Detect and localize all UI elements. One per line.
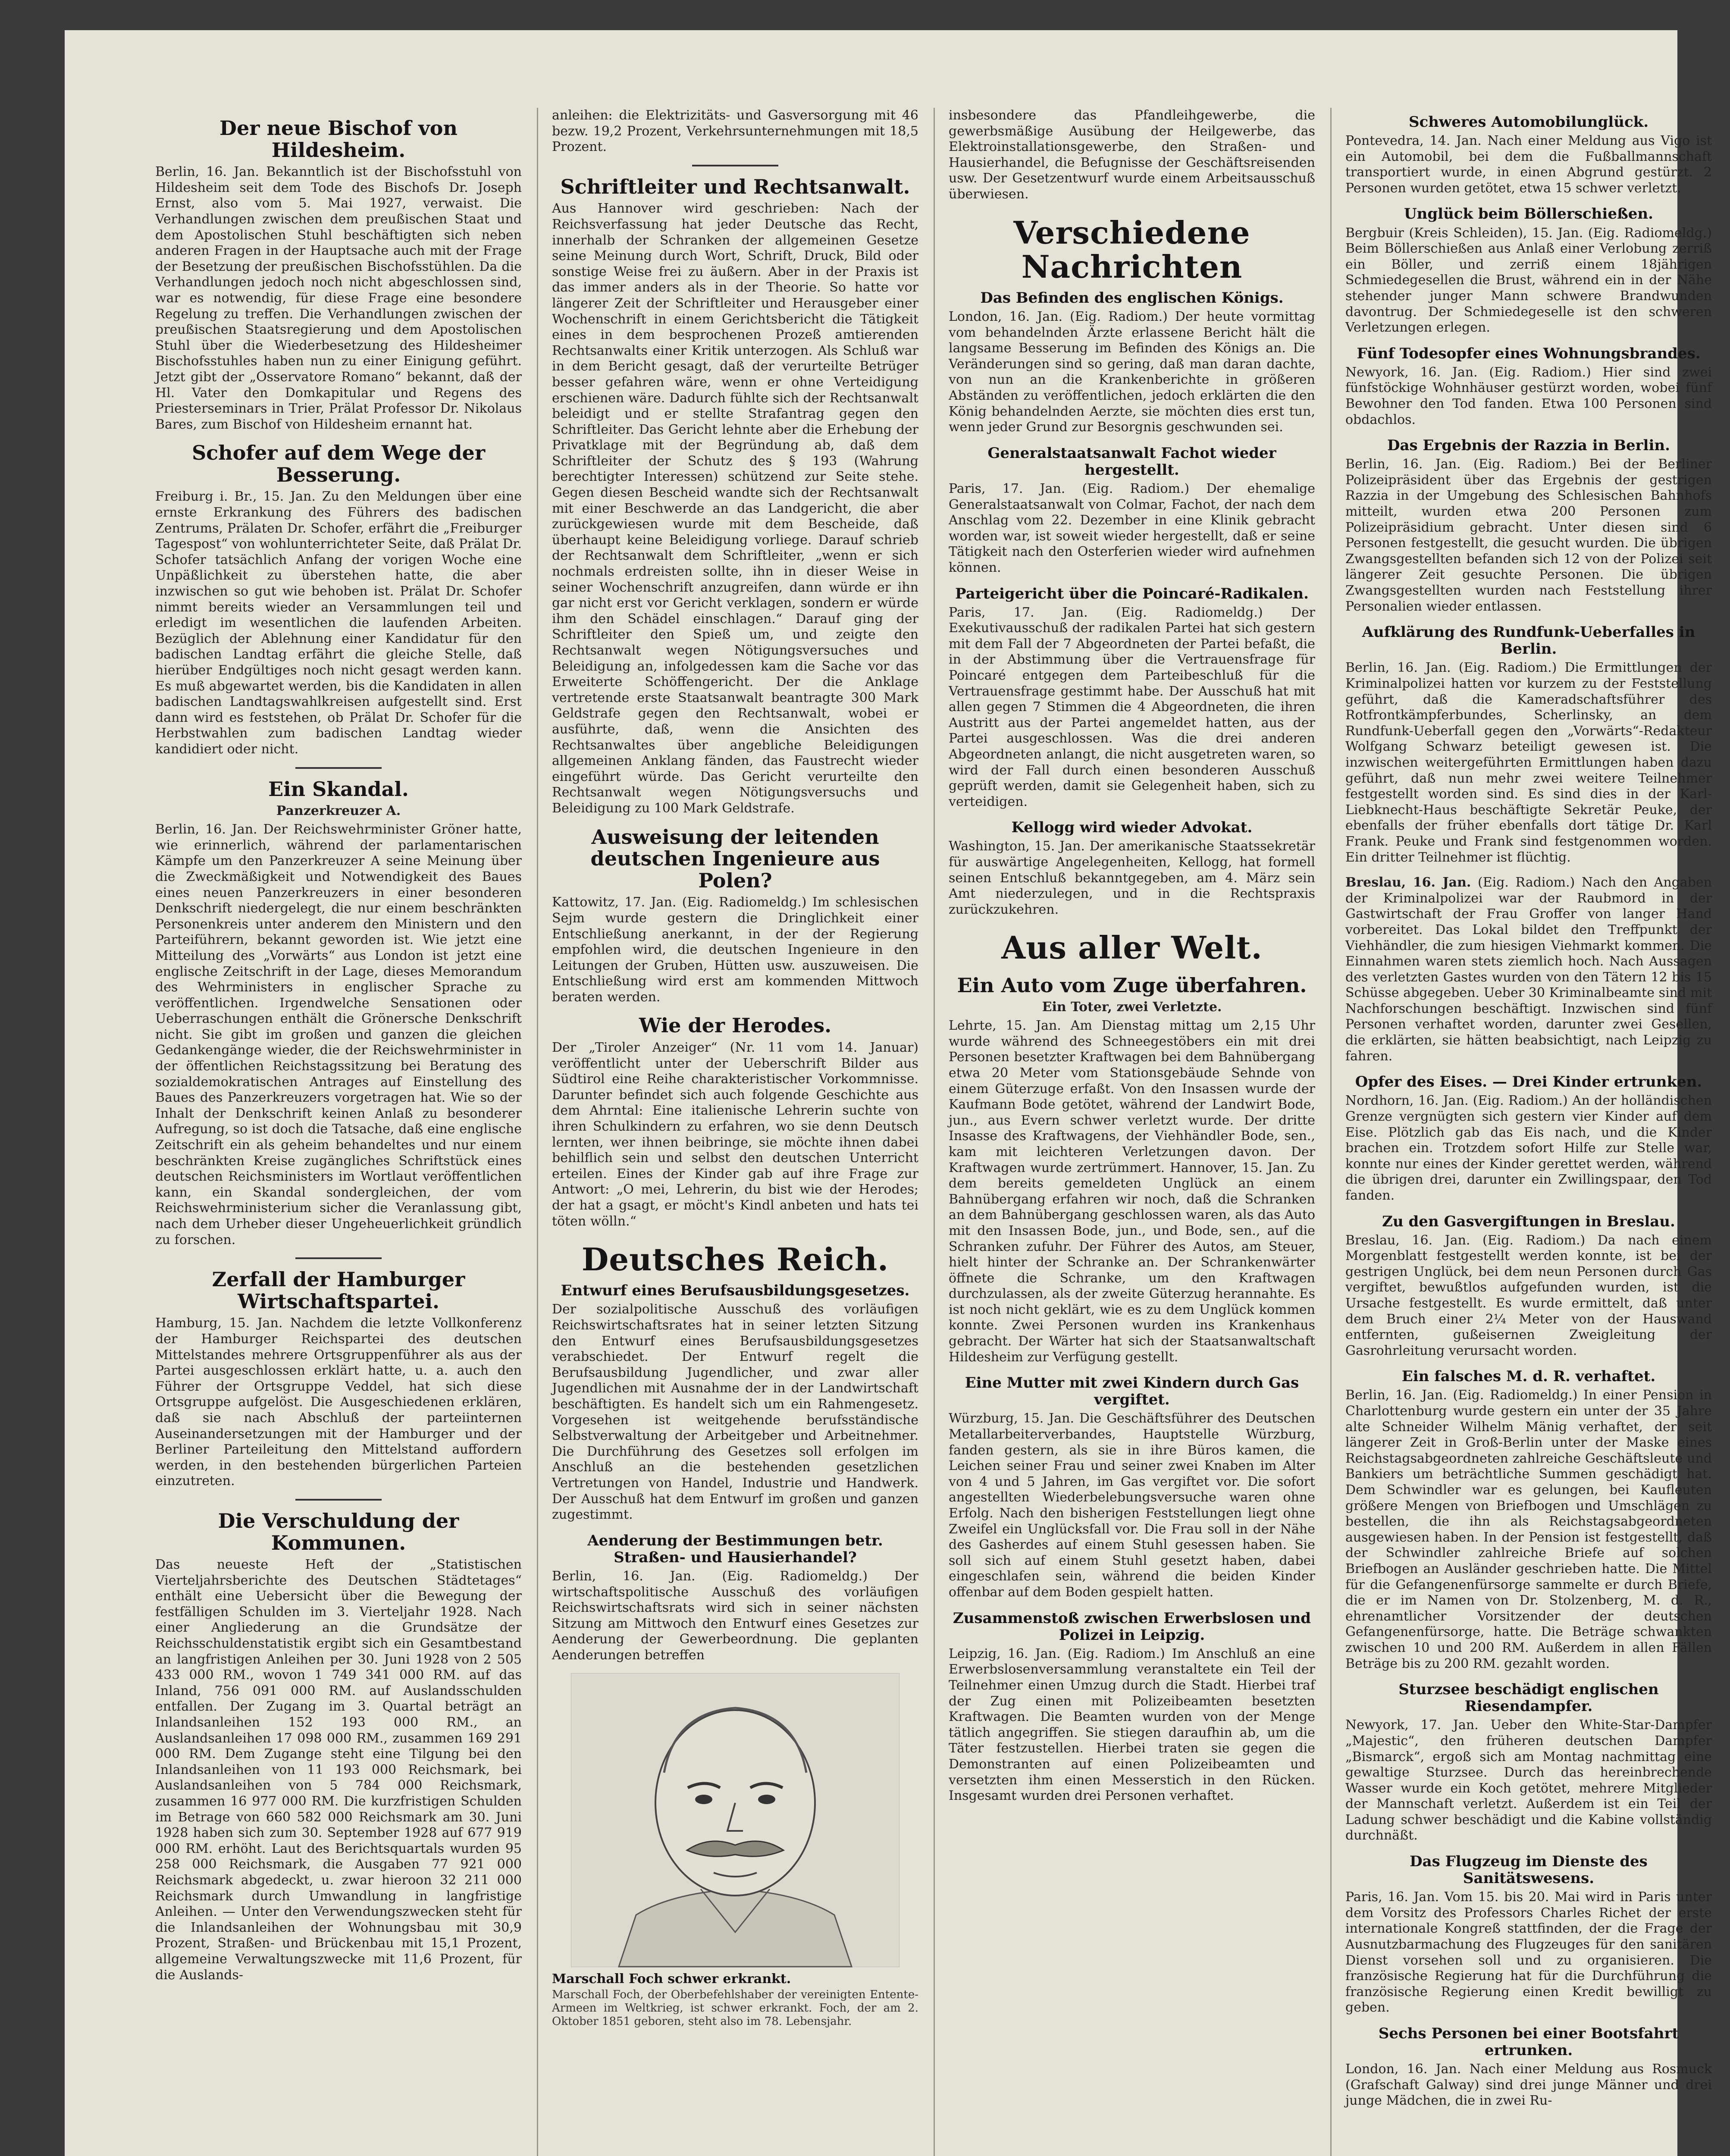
column-rule — [934, 108, 935, 2156]
article-boellerschiessen — [1345, 206, 1712, 335]
headline: Schriftleiter und Rechtsanwalt. — [560, 175, 910, 198]
divider — [295, 767, 382, 769]
article-skandal — [155, 778, 522, 1248]
article-body: anleihen: die Elektrizitäts- und Gasversorgung mit 46 bezw. 19,2 Prozent, Verkehrsunternehmungen mit 18,5 Prozent. — [552, 108, 918, 155]
article-falscher-mdr — [1345, 1368, 1712, 1672]
article-gasvergiftung — [949, 1375, 1315, 1600]
headline: Das Befinden des englischen Königs. — [980, 289, 1284, 307]
headline: Sturzsee beschädigt englischen Riesendampfer. — [1398, 1681, 1659, 1715]
article-berufsausbildung — [552, 1282, 918, 1523]
article-body: Washington, 15. Jan. Der amerikanische Staatssekretär für auswärtige Angelegenheiten, Kellogg, hat formell seinen Entschluß bekanntgegeben, am 4. März sein Amt niederzulegen, und in die Rechtspraxis zurückzukehren. — [949, 839, 1315, 917]
headline: Zu den Gasvergiftungen in Breslau. — [1382, 1213, 1675, 1230]
section-title: Deutsches Reich. — [581, 1241, 889, 1278]
headline: Ausweisung der leitenden deutschen Ingenieure aus Polen? — [590, 825, 880, 892]
article-verschuldung — [155, 1510, 522, 1983]
article-hausierhandel-cont — [949, 108, 1315, 203]
article-body: Nordhorn, 16. Jan. (Eig. Radiom.) An der holländischen Grenze vergnügten sich gestern vier Kinder auf dem Eise. Plötzlich gab das Eis nach, und die Kinder brachen ein. Trotzdem sofort Hilfe zur Stelle war, konnte nur eines der Kinder gerettet werden, während die übrigen drei, darunter ein Zwillingspaar, den Tod fanden. — [1345, 1093, 1712, 1203]
article-body: Berlin, 16. Jan. Der Reichswehrminister Gröner hatte, wie erinnerlich, während der parlamentarischen Kämpfe um den Panzerkreuzer A seine Meinung über die Zweckmäßigkeit und Notwendigkeit des Baues eines neuen Panzerkreuzers in einer besonderen Denkschrift niedergelegt, die nur einem beschränkten Personenkreis unter anderem den Ministern und den Parteiführern, bekannt geworden ist. Wie jetzt eine Mitteilung des „Vorwärts“ aus London ist jetzt eine englische Zeitschrift in der Lage, dieses Memorandum des Wehrministers in englischer Sprache zu veröffentlichen. Irgendwelche Sensationen oder Ueberraschungen enthält die Grönersche Denkschrift nicht. Sie gibt im großen und ganzen die gleichen Gedankengänge wieder, die der Reichswehrminister in der öffentlichen Reichstagssitzung bei Beratung des sozialdemokratischen Antrages auf Einstellung des Baues des Panzerkreuzers vorgetragen hat. Wie so der Inhalt der Denkschrift keinen Anlaß zu besonderer Aufregung, so ist doch die Tatsache, daß eine englische Zeitschrift ein als geheim behandeltes und nur einem beschränkten Kreise zugängliches Schriftstück eines deutschen Reichsministers im Wortlaut veröffentlichen kann, ein Skandal sondergleichen, der vom Reichswehrministerium sicher die Veranlassung gibt, nach dem Urheber dieser Ungeheuerlichkeit gründlich zu forschen. — [155, 822, 522, 1247]
article-body: Aus Hannover wird geschrieben: Nach der Reichsverfassung hat jeder Deutsche das Recht, innerhalb der Schranken der allgemeinen Gesetze seine Meinung durch Wort, Schrift, Druck, Bild oder sonstige Weise frei zu äußern. Aber in der Praxis ist das immer anders als in der Theorie. So hatte vor längerer Zeit der Schriftleiter und Herausgeber einer Wochenschrift in einem Gerichtsbericht die Tätigkeit eines in dem besprochenen Prozeß amtierenden Rechtsanwalts einer Kritik unterzogen. Als Schluß war in dem Bericht gesagt, daß der verurteilte Betrüger besser gefahren wäre, wenn er ohne Verteidigung erschienen wäre. Dadurch fühlte sich der Rechtsanwalt beleidigt und er stellte Strafantrag gegen den Schriftleiter. Das Gericht lehnte aber die Erhebung der Privatklage mit der Begründung ab, daß dem Schriftleiter der Schutz des § 193 (Wahrung berechtigter Interessen) schützend zur Seite stehe. Gegen diesen Bescheid wandte sich der Rechtsanwalt mit einer Beschwerde an das Landgericht, die aber zurückgewiesen wurde mit dem Bescheide, daß überhaupt keine Beleidigung vorliege. Darauf schrieb der Rechtsanwalt dem Schriftleiter, „wenn er sich nochmals erdreisten sollte, ihn in dieser Weise in seiner Wochenschrift anzugreifen, dann würde er ihn gar nicht erst vor Gericht verklagen, sondern er würde ihm den Schädel einschlagen.“ Darauf ging der Schriftleiter den Spieß um, und zeigte den Rechtsanwalt wegen Nötigungsversuches und Beleidigung an, infolgedessen kam die Sache vor das Erweiterte Schöffengericht. Der die Anklage vertretende erste Staatsanwalt beantragte 300 Mark Geldstrafe gegen den Rechtsanwalt, wobei er ausführte, daß, wenn die Ansichten des Rechtsanwaltes über angebliche Beleidigungen allgemeinen Anklang fänden, das Faustrecht wieder eingeführt würde. Das Gericht verurteilte den Rechtsanwalt wegen Nötigungsversuchs und Beleidigung zu 100 Mark Geldstrafe. — [552, 201, 918, 816]
page-content — [155, 108, 1721, 2156]
article-schriftleiter — [552, 176, 918, 817]
headline: Schweres Automobilunglück. — [1408, 113, 1649, 131]
headline: Kellogg wird wieder Advokat. — [1011, 819, 1253, 837]
article-ausweisung — [552, 826, 918, 1006]
headline: Ein falsches M. d. R. verhaftet. — [1401, 1368, 1656, 1385]
article-verschuldung-cont — [552, 108, 918, 155]
subheadline: Ein Toter, zwei Verletzte. — [1042, 1000, 1222, 1015]
article-body: Kattowitz, 17. Jan. (Eig. Radiomeldg.) Im schlesischen Sejm wurde gestern die Dringlichkeit einer Entschließung anerkannt, in der der Regierung empfohlen wird, die deutschen Ingenieure in den Leitungen der Gruben, Hütten usw. auszuweisen. Die Entschließung wird erst am kommenden Mittwoch beraten werden. — [552, 895, 918, 1005]
article-herodes — [552, 1015, 918, 1229]
article-body — [1345, 875, 1712, 1064]
column-2 — [552, 108, 918, 2156]
article-schofer — [155, 442, 522, 757]
article-body: Hamburg, 15. Jan. Nachdem die letzte Vollkonferenz der Hamburger Reichspartei des deutschen Mittelstandes mehrere Ortsgruppenführer als aus der Partei ausgeschlossen erklärt hatte, u. a. auch den Führer der Ortsgruppe Veddel, hat sich diese Ortsgruppe aufgelöst. Die Ausgeschiedenen erklären, daß sie nach Abschluß der parteiinternen Auseinandersetzungen mit der Hamburger und der Berliner Parteileitung den Mittelstand auffordern werden, in den bestehenden bürgerlichen Parteien einzutreten. — [155, 1316, 522, 1489]
article-eis — [1345, 1074, 1712, 1203]
headline: Zusammenstoß zwischen Erwerbslosen und Polizei in Leipzig. — [953, 1609, 1311, 1644]
headline: Aenderung der Bestimmungen betr. Straßen- und Hausierhandel? — [587, 1532, 883, 1566]
headline: Parteigericht über die Poincaré-Radikalen. — [955, 585, 1309, 602]
article-body: Das neueste Heft der „Statistischen Vierteljahrsberichte des Deutschen Städtetages“ enthält eine Uebersicht über die Bewegung der festfälligen Schulden im 3. Vierteljahr 1928. Nach einer Angliederung an die Grundsätze der Reichsschuldenstatistik ergibt sich ein Gesamtbestand an langfristigen Anleihen per 30. Juni 1928 von 2 505 433 000 RM., wovon 1 749 341 000 RM. auf das Inland, 756 091 000 RM. auf Auslandsschulden entfallen. Der Zugang im 3. Quartal beträgt an Inlandsanleihen 152 193 000 RM., an Auslandsanleihen 17 098 000 RM., zusammen 169 291 000 RM. Dem Zugange steht eine Tilgung bei den Inlandsanleihen von 11 193 000 Reichsmark, bei Auslandsanleihen von 5 784 000 Reichsmark, zusammen 16 977 000 RM. Die kurzfristigen Schulden im Betrage von 660 582 000 Reichsmark am 30. Juni 1928 haben sich zum 30. September 1928 auf 677 919 000 RM. erhöht. Laut des Berichtsquartals wurden 95 258 000 Reichsmark, die Ausgaben 77 921 000 Reichsmark abgedeckt, u. zwar hieroon 32 211 000 Reichsmark durch Umwandlung in langfristige Anleihen. — Unter den Verwendungszwecken steht für die Inlandsanleihen der Wohnungsbau mit 30,9 Prozent, Straßen- und Brückenbau mit 15,1 Prozent, allgemeine Verwaltungszwecke mit 11,6 Prozent, für die Auslands- — [155, 1557, 522, 1983]
article-gasvergiftungen-breslau — [1345, 1213, 1712, 1359]
article-body: Berlin, 16. Jan. (Eig. Radiomeldg.) Der wirtschaftspolitische Ausschuß des vorläufigen Reichswirtschaftsrats wird sich in seiner nächsten Sitzung am Mittwoch den Entwurf eines Gesetzes zur Aenderung der Gewerbeordnung. Die geplanten Aenderungen betreffen — [552, 1568, 918, 1663]
divider — [692, 165, 778, 166]
article-body: Freiburg i. Br., 15. Jan. Zu den Meldungen über eine ernste Erkrankung des Führers des badischen Zentrums, Prälaten Dr. Schofer, erfährt die „Freiburger Tagespost“ von wohlunterrichteter Seite, daß Prälat Dr. Schofer tatsächlich Anfang der vorigen Woche eine Unpäßlichkeit zu überstehen hatte, die aber inzwischen so gut wie behoben ist. Prälat Dr. Schofer nimmt bereits wieder an Versammlungen teil und erledigt im wesentlichen die laufenden Arbeiten. Bezüglich der Ablehnung einer Kandidatur für den badischen Landtag erfährt die gleiche Stelle, daß hierüber Endgültiges noch nicht gesagt werden kann. Es muß abgewartet werden, bis die Kandidaten in allen badischen Landtagswahlkreisen aufgestellt sind. Erst dann wird es feststehen, ob Prälat Dr. Schofer für die Herbstwahlen zum badischen Landtag wieder kandidiert oder nicht. — [155, 489, 522, 757]
headline: Zerfall der Hamburger Wirtschaftspartei. — [212, 1268, 465, 1313]
article-body: Paris, 16. Jan. Vom 15. bis 20. Mai wird in Paris unter dem Vorsitz des Professors Charles Richet der erste internationale Kongreß stattfinden, der die Frage der Ausnutzbarmachung des Flugzeuges für den sanitären Dienst vorsehen soll und zu organisieren. Die französische Regierung hat für die Durchführung die französische Regierung einen Kredit bewilligt zu geben. — [1345, 1890, 1712, 2015]
divider — [295, 1499, 382, 1501]
article-razzia — [1345, 437, 1712, 614]
article-body: Berlin, 16. Jan. (Eig. Radiom.) Die Ermittlungen der Kriminalpolizei hatten vor kurzem zu der Feststellung geführt, daß die Kameradschaftsführer des Rotfrontkämpferbundes, Scherlinsky, an dem Rundfunk-Ueberfall gegen den „Vorwärts“-Redakteur Wolfgang Schwarz beteiligt gewesen ist. Die inzwischen weitergeführten Ermittlungen haben dazu geführt, daß nun mehr zwei weitere Teilnehmer festgestellt worden sind. Es sind dies in der Karl-Liebknecht-Haus beschäftigte Sekretär Peuke, der ebenfalls der früher ebenfalls dort tätige Dr. Karl Frank. Peuke und Frank sind festgenommen worden. Ein dritter Teilnehmer ist flüchtig. — [1345, 660, 1712, 865]
headline: Generalstaatsanwalt Fachot wieder hergestellt. — [987, 444, 1276, 479]
article-bischof — [155, 117, 522, 432]
article-rundfunk — [1345, 624, 1712, 865]
headline: Aufklärung des Rundfunk-Ueberfalles in Berlin. — [1362, 624, 1696, 658]
headline: Eine Mutter mit zwei Kindern durch Gas vergiftet. — [965, 1374, 1299, 1409]
headline: Das Flugzeug im Dienste des Sanitätswesens. — [1410, 1853, 1648, 1887]
portrait-illustration — [571, 1673, 899, 1967]
article-body: Pontevedra, 14. Jan. Nach einer Meldung aus Vigo ist ein Automobil, bei dem die Fußballmannschaft transportiert wurde, in einen Abgrund gestürzt. 2 Personen wurden getötet, etwa 15 schwer verletzt. — [1345, 133, 1712, 196]
article-breslau-raubmord — [1345, 875, 1712, 1064]
article-poincare — [949, 586, 1315, 810]
article-bootsfahrt — [1345, 2025, 1712, 2109]
article-body: Leipzig, 16. Jan. (Eig. Radiom.) Im Anschluß an eine Erwerbslosenversammlung veranstaltete ein Teil der Teilnehmer einen Umzug durch die Stadt. Hierbei traf der Zug einen mit Polizeibeamten besetzten Kraftwagen. Die Beamten wurden von der Menge tätlich angegriffen. Sie stiegen daraufhin ab, um die Täter festzustellen. Hierbei traten sie gegen die Demonstranten auf einen Polizeibeamten und versetzten ihm einen Messerstich in den Rücken. Insgesamt wurden drei Personen verhaftet. — [949, 1646, 1315, 1804]
headline: Der neue Bischof von Hildesheim. — [219, 116, 458, 162]
article-body: Paris, 17. Jan. (Eig. Radiom.) Der ehemalige Generalstaatsanwalt von Colmar, Fachot, der nach dem Anschlag vom 22. Dezember in eine Klinik gebracht worden war, ist soweit wieder hergestellt, daß er seine Tätigkeit nach den Osterferien wieder wird aufnehmen können. — [949, 481, 1315, 575]
headline: Wie der Herodes. — [639, 1014, 832, 1037]
article-fachot — [949, 445, 1315, 576]
article-hausierhandel — [552, 1532, 918, 1664]
divider — [295, 1257, 382, 1259]
article-body: Würzburg, 15. Jan. Die Geschäftsführer des Deutschen Metallarbeiterverbandes, Hauptstelle Würzburg, fanden gestern, als sie in ihre Büros kamen, die Leichen seiner Frau und seiner zwei Knaben im Alter von 4 und 5 Jahren, im Gas vergiftet vor. Die sofort angestellten Wiederbelebungsversuche waren ohne Erfolg. Nach den bisherigen Feststellungen liegt ohne Zweifel ein Unglücksfall vor. Die Frau soll in der Nähe des Gasherdes auf einem Stuhl gesessen haben. Sie soll sich auf einem Stuhl gesetzt haben, dabei eingeschlafen sein, während die beiden Kinder offenbar auf dem Boden gespielt hatten. — [949, 1411, 1315, 1600]
headline: Das Ergebnis der Razzia in Berlin. — [1387, 437, 1670, 454]
section-title: Verschiedene Nachrichten — [1013, 214, 1250, 285]
article-body: Bergbuir (Kreis Schleiden), 15. Jan. (Eig. Radiomeldg.) Beim Böllerschießen aus Anlaß einer Verlobung zerriß ein Böller, und zerriß einem 18jährigen Schmiedegesellen die Brust, während ein in der Nähe stehender junger Mann schwere Brandwunden davontrug. Der Schmiedegeselle ist den schweren Verletzungen erlegen. — [1345, 225, 1712, 335]
column-rule — [537, 108, 538, 2156]
column-3 — [949, 108, 1315, 2156]
article-body: Newyork, 17. Jan. Ueber den White-Star-Dampfer „Majestic“, den früheren deutschen Dampfer „Bismarck“, ergoß sich am Montag nachmittag eine gewaltige Sturzsee. Durch das hereinbrechende Wasser wurde ein Koch getötet, mehrere Mitglieder der Mannschaft verletzt. Außerdem ist ein Teil der Ladung schwer beschädigt und die Kabine vollständig durchnäßt. — [1345, 1717, 1712, 1843]
subheadline: Panzerkreuzer A. — [276, 803, 401, 819]
headline: Die Verschuldung der Kommunen. — [218, 1509, 459, 1554]
article-body: insbesondere das Pfandleihgewerbe, die gewerbsmäßige Ausübung der Heilgewerbe, das Elektroinstallationsgewerbe, den Straßen- und Hausierhandel, die Befugnisse der Geschäftsreisenden usw. Der Gesetzentwurf wurde einem Arbeitsausschuß überwiesen. — [949, 108, 1315, 202]
dateline: Breslau, 16. Jan. — [1345, 875, 1471, 890]
column-rule — [1330, 108, 1332, 2156]
article-sturzsee — [1345, 1681, 1712, 1844]
article-wirtschaftspartei — [155, 1269, 522, 1489]
article-body: Berlin, 16. Jan. Bekanntlich ist der Bischofsstuhl von Hildesheim seit dem Tode des Bischofs Dr. Joseph Ernst, also vom 5. Mai 1927, verwaist. Die Verhandlungen zwischen dem preußischen Staat und dem Apostolischen Stuhl beschäftigten sich neben anderen Fragen in der Hauptsache auch mit der Frage der Besetzung der preußischen Bischofsstühlen. Da die Verhandlungen jedoch noch nicht abgeschlossen sind, war es notwendig, für diese Frage eine besondere Regelung zu treffen. Die Verhandlungen zwischen der preußischen Staatsregierung und dem Apostolischen Stuhl über die Wiederbesetzung des Hildesheimer Bischofsstuhles haben nun zu einer Einigung geführt. Jetzt gibt der „Osservatore Romano“ bekannt, daß der Hl. Vater den Domkapitular und Regens des Priesterseminars in Trier, Prälat Professor Dr. Nikolaus Bares, zum Bischof von Hildesheim ernannt hat. — [155, 164, 522, 432]
newspaper-page — [65, 30, 1712, 2156]
article-wohnungsbrand — [1345, 345, 1712, 428]
headline: Ein Auto vom Zuge überfahren. — [957, 973, 1307, 997]
article-text: (Eig. Radiom.) Nach den Angaben der Kriminalpolizei war der Raubmord in der Gastwirtschaft der Frau Groffer von langer Hand vorbereitet. Das Lokal bildet den Treffpunkt der Viehhändler, die zum hiesigen Viehmarkt kommen. Die Einnahmen waren stets ziemlich hoch. Nach Aussagen des verletzten Gastes wurden von den Tätern 12 bis 15 Schüsse abgegeben. Ueber 30 Kriminalbeamte sind mit Nachforschungen beschäftigt. Inzwischen sind fünf Personen verhaftet worden, darunter zwei Gesellen, die erklärten, sie hätten beabsichtigt, nach Leipzig zu fahren. — [1345, 875, 1712, 1064]
article-body: Lehrte, 15. Jan. Am Dienstag mittag um 2,15 Uhr wurde während des Schneegestöbers ein mit drei Personen besetzter Kraftwagen bei dem Bahnübergang etwa 20 Meter vom Stationsgebäude Sehnde von einem Güterzuge erfaßt. Von den Insassen wurde der Kaufmann Bode getötet, während der Landwirt Bode, jun., aus Evern schwer verletzt wurde. Der dritte Insasse des Kraftwagens, der Viehhändler Bode, sen., kam mit leichteren Verletzungen davon. Der Kraftwagen wurde zertrümmert. Hannover, 15. Jan. Zu dem bereits gemeldeten Unglück an einem Bahnübergang erfahren wir noch, daß die Schranken an dem Bahnübergang geschlossen waren, als das Auto mit den Insassen Bode, jun., und Bode, sen., auf die Schranken zufuhr. Der Führer des Autos, am Steuer, hielt hinter der Schranke an. Der Schrankenwärter öffnete die Schranke, um den Kraftwagen durchzulassen, als der zweite Güterzug herannahte. Es ist noch nicht geklärt, wie es zu dem Unglück kommen konnte. Zwei Personen wurden ins Krankenhaus gebracht. Der Wärter hat sich der Staatsanwaltschaft Hildesheim zur Verfügung gestellt. — [949, 1018, 1315, 1365]
foch-portrait-image — [571, 1673, 899, 1967]
column-4 — [1345, 108, 1712, 2156]
column-1 — [155, 108, 522, 2156]
article-koenig — [949, 290, 1315, 436]
caption-title: Marschall Foch schwer erkrankt. — [552, 1971, 791, 1987]
article-body: Breslau, 16. Jan. (Eig. Radiom.) Da nach einem Morgenblatt festgestellt werden konnte, ist bei der gestrigen Unglück, bei dem neun Personen durch Gas vergiftet, bewußtlos aufgefunden wurden, ist die Ursache festgestellt. Es wurde ermittelt, daß unter dem Bruch einer 2¼ Meter von der Hauswand entfernten, gußeisernen Zweigleitung der Gasrohrleitung verursacht worden. — [1345, 1232, 1712, 1358]
article-body: Paris, 17. Jan. (Eig. Radiomeldg.) Der Exekutivausschuß der radikalen Partei hat sich gestern mit dem Fall der 7 Abgeordneten der Partei befaßt, die in der Abstimmung über die Vertrauensfrage für Poincaré entgegen dem Parteibeschluß für die Vertrauensfrage gestimmt habe. Der Ausschuß hat mit allen gegen 7 Stimmen die 4 Abgeordneten, die ihren Austritt aus der Partei angemeldet hatten, aus der Partei ausgeschlossen. Was die drei anderen Abgeordneten anlangt, die nicht ausgetreten waren, so wird der Fall durch einen besonderen Ausschuß geprüft werden, damit sie Gelegenheit haben, sich zu verteidigen. — [949, 605, 1315, 809]
article-body: Der sozialpolitische Ausschuß des vorläufigen Reichswirtschaftsrates hat in seiner letzten Sitzung den Entwurf eines Berufsausbildungsgesetzes verabschiedet. Der Entwurf regelt die Berufsausbildung Jugendlicher, und zwar aller Jugendlichen mit Ausnahme der in der Landwirtschaft beschäftigten. Es handelt sich um ein Rahmengesetz. Vorgesehen ist weitgehende berufsständische Selbstverwaltung der Arbeitgeber und Arbeitnehmer. Die Durchführung des Gesetzes soll erfolgen im Anschluß an die bestehenden gesetzlichen Vertretungen von Handel, Industrie und Handwerk. Der Ausschuß hat dem Entwurf im großen und ganzen zugestimmt. — [552, 1302, 918, 1523]
headline: Schofer auf dem Wege der Besserung. — [191, 441, 486, 486]
article-leipzig — [949, 1610, 1315, 1804]
article-body: Der „Tiroler Anzeiger“ (Nr. 11 vom 14. Januar) veröffentlicht unter der Ueberschrift Bilder aus Südtirol eine Reihe charakteristischer Vorkommnisse. Darunter befindet sich auch folgende Geschichte aus dem Ahrntal: Eine italienische Lehrerin suchte von ihren Schulkindern zu erfahren, wo sie denn Deutsch lernten, wer ihnen beibringe, sie möchte ihnen dabei behilflich sein und selbst den deutschen Unterricht erteilen. Eines der Kinder gab auf ihre Frage zur Antwort: „O mei, Lehrerin, du bist wie der Herodes; der hat a gsagt, er möcht's Kindl anbeten und hats tei töten wölln.“ — [552, 1040, 918, 1229]
article-body: London, 16. Jan. (Eig. Radiom.) Der heute vormittag vom behandelnden Ärzte erlassene Bericht hält die langsame Besserung im Befinden des Königs an. Die Veränderungen sind so gering, daß man daran dachte, von nun an die Krankenberichte in größeren Abständen zu veröffentlichen, jedoch erklärten die den König behandelnden Aerzte, sie möchten dies erst tun, wenn jeder Grund zur Besorgnis geschwunden sei. — [949, 309, 1315, 435]
article-auto-zug — [949, 975, 1315, 1366]
headline: Unglück beim Böllerschießen. — [1404, 205, 1653, 223]
article-kellogg — [949, 819, 1315, 918]
caption-body: Marschall Foch, der Oberbefehlshaber der vereinigten Entente-Armeen im Weltkrieg, ist schwer erkrankt. Foch, der am 2. Oktober 1851 geboren, steht also im 78. Lebensjahr. — [552, 1988, 918, 2028]
article-body: London, 16. Jan. Nach einer Meldung aus Rosmuck (Grafschaft Galway) sind drei junge Männer und drei junge Mädchen, die in zwei Ru- — [1345, 2062, 1712, 2109]
headline: Opfer des Eises. — Drei Kinder ertrunken. — [1355, 1073, 1702, 1091]
article-body: Newyork, 16. Jan. (Eig. Radiom.) Hier sind zwei fünfstöckige Wohnhäuser gestürzt worden, wobei fünf Bewohner den Tod fanden. Etwa 100 Personen sind obdachlos. — [1345, 364, 1712, 427]
article-body: Berlin, 16. Jan. (Eig. Radiom.) Bei der Berliner Polizeipräsident über das Ergebnis der gestrigen Razzia in der Umgebung des Schlesischen Bahnhofs mitteilt, wurden etwa 200 Personen zum Polizeipräsidium gebracht. Unter diesen sind 6 Personen festgestellt, die gesucht wurden. Die übrigen Zwangsgestellten befanden sich 12 von der Polizei seit längerer Zeit gesuchte Personen. Die übrigen Zwangsgestellten wurden nach Feststellung ihrer Personalien wieder entlassen. — [1345, 457, 1712, 614]
headline: Sechs Personen bei einer Bootsfahrt ertrunken. — [1378, 2025, 1679, 2059]
article-body: Berlin, 16. Jan. (Eig. Radiomeldg.) In einer Pension in Charlottenburg wurde gestern ein unter der 35 Jahre alte Schneider Wilhelm Mänig verhaftet, der seit längerer Zeit in Groß-Berlin unter der Maske eines Reichstagsabgeordneten zahlreiche Geschäftsleute und Bankiers um beträchtliche Summen geschädigt hat. Dem Schwindler war es gelungen, bei Kaufleuten größere Mengen von Briefbogen und Umschlägen zu bestellen, die ihn als Reichstagsabgeordneten ausgewiesen haben. In der Pension ist festgestellt, daß der Schwindler zahlreiche Briefe auf solchen Briefbogen an Ausländer geschrieben hatte. Die Mittel für die Gefangenenfürsorge sammelte er durch Briefe, die er im Namen von Dr. Stolzenberg, M. d. R., ehrenamtlicher Vorsitzender der deutschen Gefangenenfürsorge, hatte. Die Beträge schwankten zwischen 10 und 200 RM. Außerdem in allen Fällen Beträge bis zu 200 RM. gezahlt worden. — [1345, 1388, 1712, 1671]
headline: Ein Skandal. — [268, 777, 409, 801]
section-title: Aus aller Welt. — [1001, 929, 1263, 966]
article-automobilunglueck — [1345, 114, 1712, 196]
headline: Entwurf eines Berufsausbildungsgesetzes. — [561, 1282, 910, 1300]
article-flugzeug — [1345, 1853, 1712, 2016]
headline: Fünf Todesopfer eines Wohnungsbrandes. — [1357, 345, 1701, 362]
